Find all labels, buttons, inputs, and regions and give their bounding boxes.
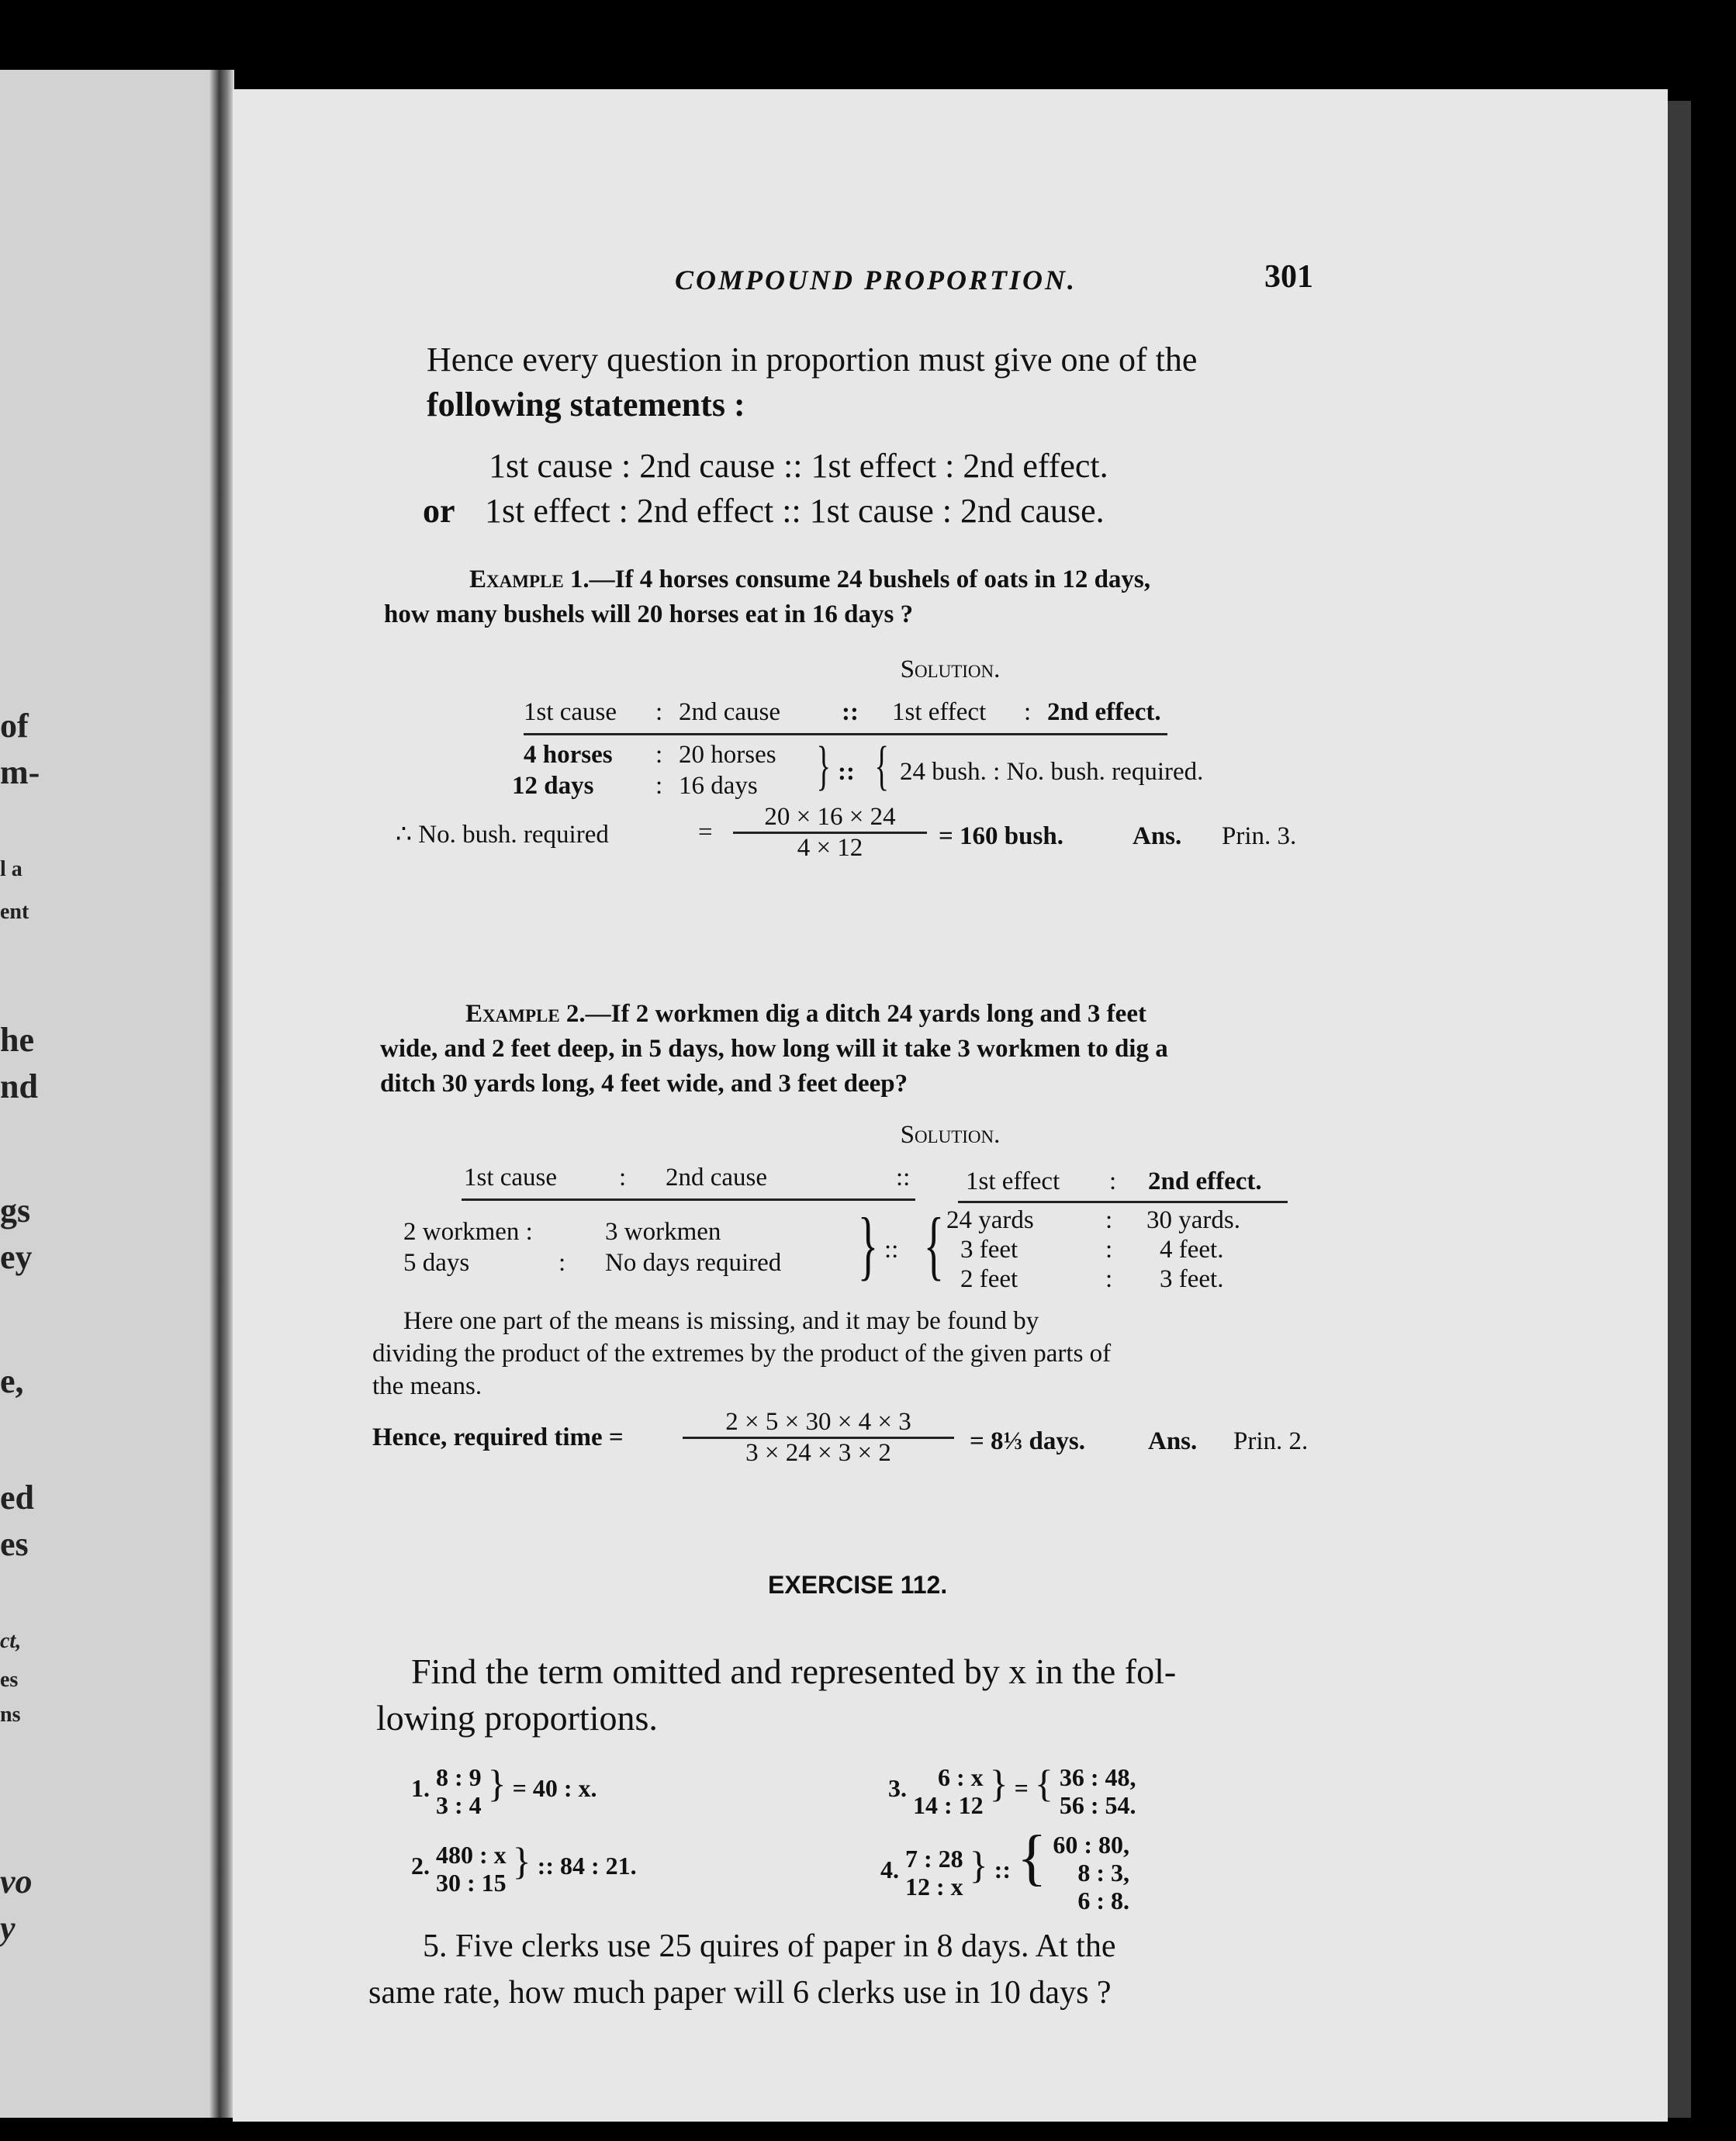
- left-fragment: vo: [0, 1863, 33, 1901]
- cause-cell: 5 days: [403, 1249, 470, 1277]
- table-header: 2nd cause: [666, 1164, 768, 1192]
- cause-cell: 20 horses: [679, 741, 776, 769]
- effect-cell: 30 yards.: [1146, 1206, 1240, 1234]
- ratio-top: 6 : x: [938, 1762, 984, 1791]
- denominator: 4 × 12: [797, 834, 863, 862]
- principle-ref: Prin. 3.: [1222, 822, 1297, 850]
- intro-paragraph: [427, 337, 1197, 427]
- table-header-sep: ::: [842, 698, 859, 726]
- cause-cell: 16 days: [679, 772, 758, 800]
- result-rhs: = 160 bush.: [939, 822, 1063, 850]
- ratio-row: 8 : 3,: [1077, 1858, 1130, 1887]
- example-2-line: ditch 30 yards long, 4 feet wide, and 3 feet deep?: [380, 1070, 908, 1098]
- table-rule: [524, 733, 1167, 735]
- answer-label: Ans.: [1148, 1427, 1198, 1455]
- effect-cell: 24 yards: [946, 1206, 1034, 1234]
- ratio-bottom: 56 : 54.: [1059, 1790, 1136, 1819]
- proportion-sep: ::: [884, 1236, 899, 1264]
- problem-rhs: :: 84 : 21.: [537, 1852, 637, 1880]
- left-fragment: gs: [0, 1192, 31, 1230]
- example-2-line: [465, 997, 1146, 1031]
- exercise-intro-line: lowing proportions.: [376, 1698, 658, 1738]
- result-rhs: = 8⅓ days.: [970, 1427, 1085, 1455]
- cause-cell: No days required: [605, 1249, 782, 1277]
- left-brace: {: [1016, 1824, 1047, 1892]
- table-header-colon: :: [1024, 698, 1032, 726]
- effect-cell: 3 feet.: [1160, 1265, 1224, 1293]
- ratio-stack: [436, 1841, 507, 1897]
- table-rule: [958, 1201, 1288, 1203]
- table-header: 2nd effect.: [1148, 1167, 1262, 1195]
- left-fragment: ed: [0, 1479, 34, 1517]
- statement-or: or: [423, 492, 455, 530]
- colon: :: [1105, 1265, 1113, 1293]
- effect-cell: 2 feet: [960, 1265, 1018, 1293]
- ratio-stack: [1060, 1763, 1136, 1819]
- statement-2: 1st effect : 2nd effect :: 1st cause : 2nd cause.: [485, 492, 1105, 530]
- right-brace: }: [989, 1762, 1008, 1805]
- example-2-label: Example 2.: [465, 1000, 586, 1028]
- problem-4: [880, 1823, 1129, 1914]
- note-line: dividing the product of the extremes by the product of the given parts of: [372, 1340, 1112, 1368]
- table-header-colon: :: [655, 698, 663, 726]
- left-fragment: nd: [0, 1067, 38, 1105]
- statement-1: 1st cause : 2nd cause :: 1st effect : 2nd effect.: [489, 447, 1108, 485]
- equals: =: [698, 818, 713, 846]
- answer-label: Ans.: [1133, 822, 1182, 850]
- ratio-top: 480 : x: [436, 1840, 507, 1869]
- table-header: 1st cause: [524, 698, 617, 726]
- effect-cell: 24 bush. : No. bush. required.: [900, 758, 1204, 786]
- numerator: 2 × 5 × 30 × 4 × 3: [683, 1408, 954, 1439]
- ratio-row: 6 : 8.: [1077, 1886, 1130, 1914]
- colon: :: [558, 1249, 566, 1277]
- cause-cell: 3 workmen: [605, 1218, 721, 1246]
- result-lhs: Hence, required time =: [372, 1423, 624, 1451]
- table-header-sep: ::: [896, 1164, 911, 1192]
- running-header: COMPOUND PROPORTION.: [675, 265, 1077, 296]
- problem-number: 4.: [880, 1856, 899, 1883]
- left-fragment: of: [0, 707, 29, 745]
- left-fragment: es: [0, 1668, 19, 1692]
- exercise-intro-line: Find the term omitted and represented by x in the fol-: [411, 1652, 1177, 1691]
- solution-heading: Solution.: [900, 655, 1001, 683]
- denominator: 3 × 24 × 3 × 2: [745, 1439, 891, 1467]
- problem-number: 2.: [411, 1852, 430, 1880]
- ratio-bottom: 14 : 12: [913, 1790, 984, 1819]
- page-number: 301: [1264, 259, 1313, 295]
- left-fragment: y: [0, 1909, 16, 1947]
- left-fragment: ey: [0, 1238, 33, 1276]
- intro-line: Hence every question in proportion must give one of the: [427, 341, 1198, 379]
- principle-ref: Prin. 2.: [1233, 1427, 1309, 1455]
- table-header-colon: :: [619, 1164, 627, 1192]
- problem-number: 1.: [411, 1774, 430, 1802]
- ratio-bottom: 3 : 4: [436, 1790, 482, 1819]
- note-line: the means.: [372, 1372, 482, 1400]
- intro-line: following statements :: [427, 386, 745, 424]
- result-lhs: ∴ No. bush. required: [396, 821, 609, 849]
- problem-1: [411, 1761, 597, 1819]
- left-fragment: ent: [0, 900, 29, 924]
- ratio-bottom: 12 : x: [905, 1872, 963, 1901]
- table-header: 1st effect: [892, 698, 987, 726]
- equals: =: [1014, 1774, 1029, 1802]
- note-line: Here one part of the means is missing, and it may be found by: [403, 1307, 1039, 1335]
- numerator: 20 × 16 × 24: [733, 803, 927, 834]
- left-fragment: ct,: [0, 1629, 22, 1653]
- proportion-sep: ::: [994, 1856, 1011, 1883]
- effect-cell: 3 feet: [960, 1236, 1018, 1264]
- cause-cell: 12 days: [512, 772, 594, 800]
- solution-heading: Solution.: [900, 1121, 1001, 1149]
- ratio-stack: [436, 1763, 482, 1819]
- problem-2: [411, 1838, 637, 1897]
- fraction: [733, 803, 927, 863]
- left-brace: {: [1034, 1762, 1053, 1805]
- exercise-title: EXERCISE 112.: [768, 1571, 948, 1599]
- colon: :: [655, 772, 663, 800]
- ratio-stack: [1053, 1831, 1129, 1914]
- ratio-bottom: 30 : 15: [436, 1868, 507, 1897]
- right-brace: }: [512, 1839, 531, 1883]
- ratio-row: 60 : 80,: [1053, 1830, 1130, 1859]
- table-header-colon: :: [1109, 1167, 1117, 1195]
- problem-number: 3.: [888, 1774, 907, 1802]
- left-fragment: ns: [0, 1703, 21, 1727]
- colon: :: [655, 741, 663, 769]
- cause-cell: 2 workmen :: [403, 1218, 533, 1246]
- right-brace: }: [816, 736, 832, 796]
- right-brace: }: [487, 1762, 507, 1805]
- left-fragment: l a: [0, 857, 22, 881]
- colon: :: [1105, 1206, 1113, 1234]
- problem-3: [888, 1761, 1136, 1819]
- example-1-line: how many bushels will 20 horses eat in 16 days ?: [384, 600, 914, 628]
- example-1-label: Example 1.: [469, 566, 590, 593]
- proportion-sep: ::: [838, 758, 855, 786]
- left-fragment: he: [0, 1021, 34, 1059]
- table-header: 2nd effect.: [1047, 698, 1161, 726]
- right-brace: }: [969, 1843, 988, 1887]
- cause-cell: 4 horses: [524, 741, 613, 769]
- left-fragment: es: [0, 1525, 29, 1563]
- left-fragment: e,: [0, 1362, 24, 1400]
- fraction: [683, 1408, 954, 1468]
- right-brace: }: [857, 1202, 879, 1288]
- book-page: [233, 89, 1668, 2122]
- example-1-line: [469, 562, 1150, 597]
- table-rule: [462, 1198, 915, 1201]
- ratio-stack: [905, 1845, 963, 1901]
- table-header: 2nd cause: [679, 698, 781, 726]
- left-brace: {: [923, 1202, 945, 1288]
- problem-5-line: same rate, how much paper will 6 clerks use in 10 days ?: [368, 1975, 1112, 2011]
- left-fragment: m-: [0, 753, 40, 791]
- example-2-text: —If 2 workmen dig a ditch 24 yards long and 3 feet: [585, 1000, 1146, 1028]
- colon: :: [1105, 1236, 1113, 1264]
- ratio-top: 8 : 9: [436, 1762, 482, 1791]
- problem-rhs: = 40 : x.: [512, 1774, 597, 1802]
- example-1-text: —If 4 horses consume 24 bushels of oats in 12 days,: [589, 566, 1151, 593]
- problem-5-line: 5. Five clerks use 25 quires of paper in 8 days. At the: [423, 1928, 1116, 1964]
- left-page-fragment: [0, 70, 233, 2118]
- effect-cell: 4 feet.: [1160, 1236, 1224, 1264]
- table-header: 1st cause: [464, 1164, 558, 1192]
- ratio-stack: [913, 1763, 984, 1819]
- ratio-top: 36 : 48,: [1059, 1762, 1136, 1791]
- example-2-line: wide, and 2 feet deep, in 5 days, how long will it take 3 workmen to dig a: [380, 1035, 1168, 1063]
- ratio-top: 7 : 28: [905, 1844, 963, 1873]
- table-header: 1st effect: [966, 1167, 1060, 1195]
- left-brace: {: [874, 736, 890, 796]
- book-gutter: [209, 70, 234, 2118]
- page-edge-shadow: [1668, 101, 1691, 2118]
